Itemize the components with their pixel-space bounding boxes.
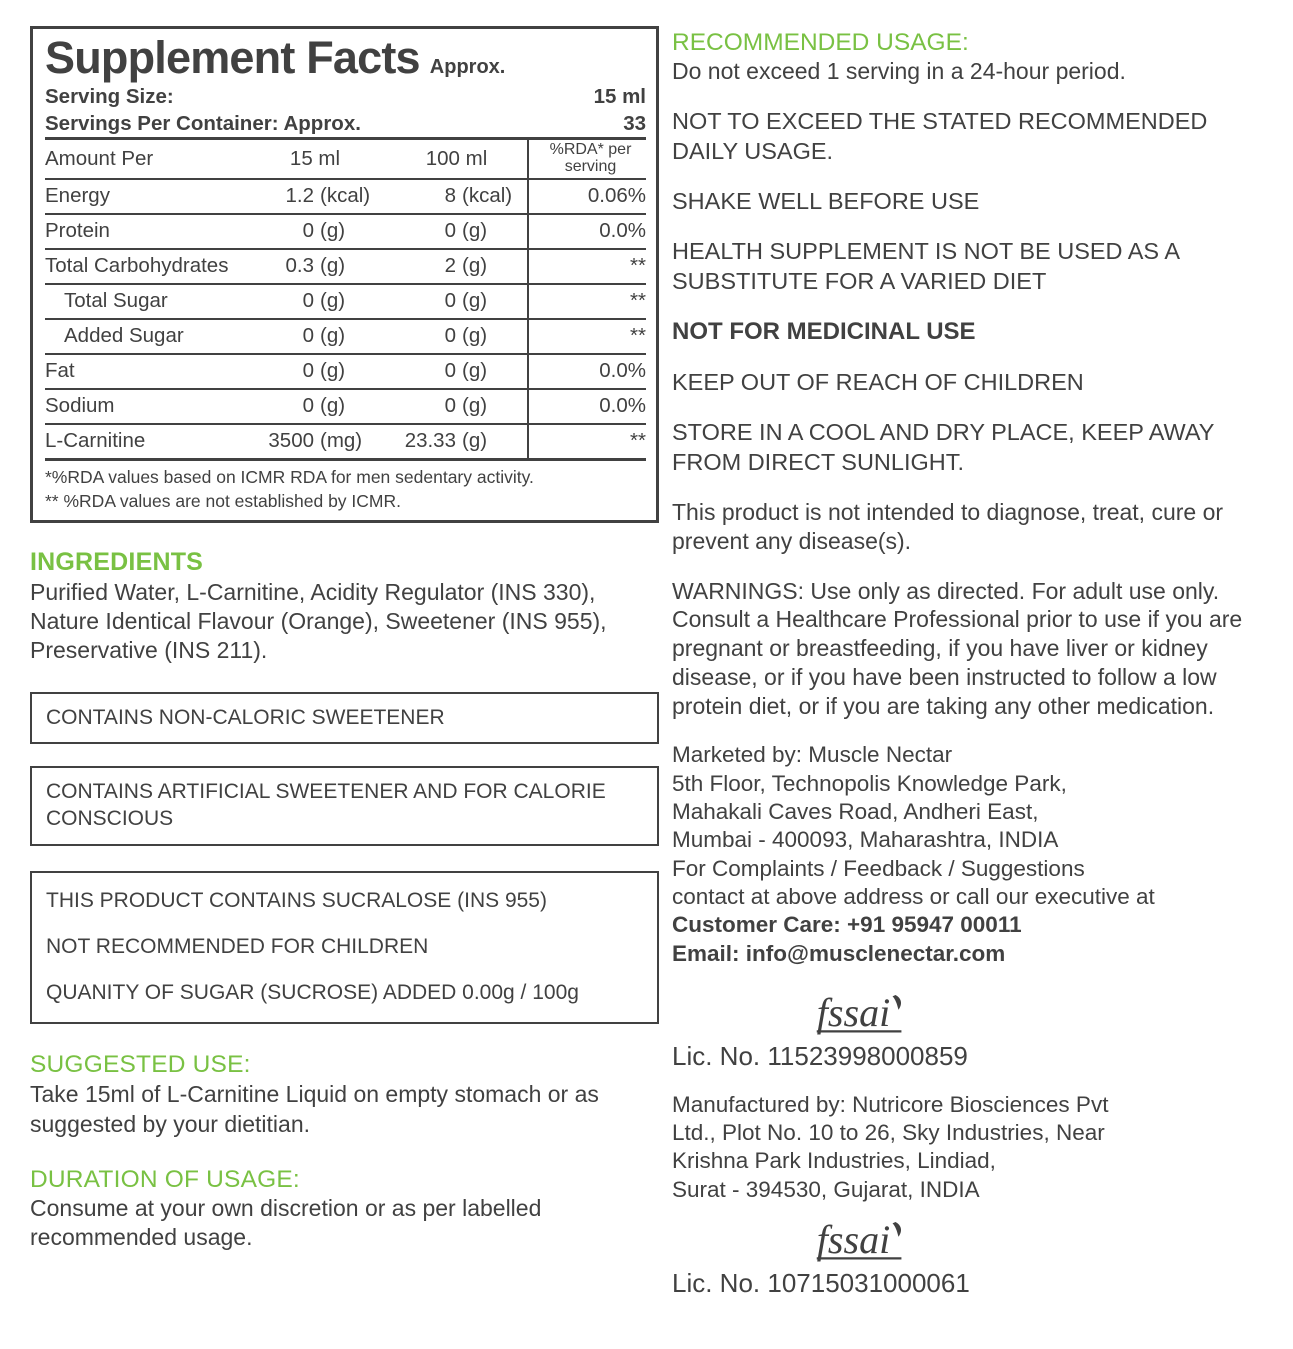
row-name: Fat bbox=[45, 359, 75, 383]
row-value-15ml: 0 bbox=[302, 289, 314, 313]
table-header-row bbox=[45, 138, 646, 179]
notice-not-to-exceed-text: NOT TO EXCEED THE STATED RECOMMENDED DAILY USAGE. bbox=[672, 108, 1208, 164]
marketed-by-line-3: Mahakali Caves Road, Andheri East, bbox=[672, 799, 1039, 825]
rda-footnotes bbox=[45, 458, 646, 513]
row-value-15ml: 0.3 bbox=[285, 254, 314, 278]
row-rda: 0.0% bbox=[528, 214, 646, 249]
nutrition-table bbox=[45, 137, 646, 458]
duration-of-usage-body: Consume at your own discretion or as per labelled recommended usage. bbox=[30, 1194, 542, 1250]
claim-box-non-caloric-sweetener: CONTAINS NON-CALORIC SWEETENER bbox=[30, 692, 659, 744]
row-unit-100ml: (g) bbox=[462, 394, 488, 418]
fssai-icon bbox=[812, 1216, 924, 1268]
header-rda-line2: serving bbox=[564, 157, 617, 175]
row-unit-100ml: (g) bbox=[462, 359, 488, 383]
email-line: Email: info@musclenectar.com bbox=[672, 940, 1006, 966]
disclaimer-text: This product is not intended to diagnose, treat, cure or prevent any disease(s). bbox=[672, 499, 1224, 554]
table-row bbox=[45, 284, 646, 319]
servings-per-container-label: Servings Per Container: Approx. bbox=[45, 111, 361, 135]
suggested-use-body: Take 15ml of L-Carnitine Liquid on empty stomach or as suggested by your dietitian. bbox=[30, 1081, 599, 1137]
notice-shake-well-text: SHAKE WELL BEFORE USE bbox=[672, 187, 980, 214]
title-approx-note: Approx. bbox=[429, 56, 506, 78]
table-row bbox=[45, 354, 646, 389]
row-value-15ml: 0 bbox=[302, 219, 314, 243]
servings-per-container-row bbox=[45, 110, 646, 137]
notice-keep-out-of-reach-text: KEEP OUT OF REACH OF CHILDREN bbox=[672, 369, 1084, 396]
ingredients-body: Purified Water, L-Carnitine, Acidity Regulator (INS 330), Nature Identical Flavour (Orange), Sweetener (INS 955), Preservative (INS 211). bbox=[30, 579, 607, 664]
table-row bbox=[45, 319, 646, 354]
row-value-100ml: 2 bbox=[444, 254, 456, 278]
svg-text:fssai: fssai bbox=[816, 990, 891, 1036]
marketed-by-line-5: For Complaints / Feedback / Suggestions bbox=[672, 855, 1085, 881]
marketed-by-line-6: contact at above address or call our executive at bbox=[672, 884, 1155, 910]
row-value-100ml: 23.33 bbox=[404, 429, 456, 453]
row-name: Added Sugar bbox=[64, 324, 184, 348]
rda-footnote-1: *%RDA values based on ICMR RDA for men sedentary activity. bbox=[45, 467, 534, 488]
duration-of-usage-heading: DURATION OF USAGE: bbox=[30, 1165, 300, 1193]
marketed-by-section bbox=[672, 741, 1273, 968]
row-unit-15ml: (g) bbox=[320, 254, 346, 278]
disclaimer-section bbox=[672, 498, 1273, 556]
notice-shake-well bbox=[672, 187, 1273, 216]
row-unit-15ml: (g) bbox=[320, 324, 346, 348]
row-name: Sodium bbox=[45, 394, 115, 418]
row-value-15ml: 0 bbox=[302, 394, 314, 418]
header-amount-per: Amount Per bbox=[45, 146, 154, 170]
row-rda: 0.0% bbox=[528, 354, 646, 389]
sucralose-line-2: NOT RECOMMENDED FOR CHILDREN bbox=[46, 934, 429, 958]
header-col-100ml: 100 ml bbox=[425, 146, 488, 170]
rda-footnote-2: ** %RDA values are not established by ICMR. bbox=[45, 491, 401, 512]
row-unit-100ml: (kcal) bbox=[462, 184, 513, 208]
sucralose-line-1: THIS PRODUCT CONTAINS SUCRALOSE (INS 955) bbox=[46, 888, 547, 912]
fssai-manufacturer-block bbox=[672, 1216, 1273, 1298]
row-value-100ml: 0 bbox=[444, 394, 456, 418]
row-unit-15ml: (mg) bbox=[320, 429, 363, 453]
marketed-by-line-4: Mumbai - 400093, Maharashtra, INDIA bbox=[672, 827, 1059, 853]
claim-box-sucralose bbox=[30, 871, 659, 1025]
row-name: Total Sugar bbox=[64, 289, 168, 313]
row-unit-15ml: (g) bbox=[320, 219, 346, 243]
customer-care-line: Customer Care: +91 95947 00011 bbox=[672, 912, 1022, 938]
row-unit-100ml: (g) bbox=[462, 219, 488, 243]
nutrition-table-body bbox=[45, 138, 646, 458]
notice-keep-out-of-reach bbox=[672, 368, 1273, 397]
row-unit-15ml: (g) bbox=[320, 394, 346, 418]
fssai-icon bbox=[812, 989, 924, 1041]
row-value-15ml: 0 bbox=[302, 359, 314, 383]
manufactured-by-line-3: Krishna Park Industries, Lindiad, bbox=[672, 1148, 996, 1174]
ingredients-heading: INGREDIENTS bbox=[30, 547, 204, 576]
manufactured-by-line-1: Manufactured by: Nutricore Biosciences Pvt bbox=[672, 1091, 1109, 1117]
row-value-100ml: 0 bbox=[444, 359, 456, 383]
servings-per-container-value: 33 bbox=[623, 111, 646, 135]
notice-not-for-medicinal-use bbox=[672, 317, 1273, 347]
row-value-15ml: 1.2 bbox=[285, 184, 314, 208]
row-unit-15ml: (g) bbox=[320, 289, 346, 313]
table-row bbox=[45, 249, 646, 284]
row-rda: ** bbox=[528, 424, 646, 458]
row-unit-15ml: (kcal) bbox=[320, 184, 371, 208]
fssai-marketer-block bbox=[672, 989, 1273, 1071]
row-value-100ml: 0 bbox=[444, 324, 456, 348]
header-rda-line1: %RDA* per bbox=[549, 140, 632, 158]
notice-storage-text: STORE IN A COOL AND DRY PLACE, KEEP AWAY FROM DIRECT SUNLIGHT. bbox=[672, 419, 1215, 475]
fssai-marketer-license: Lic. No. 11523998000859 bbox=[672, 1041, 968, 1072]
serving-size-value: 15 ml bbox=[593, 84, 646, 108]
svg-text:fssai: fssai bbox=[816, 1217, 891, 1263]
notice-not-for-medicinal-use-text: NOT FOR MEDICINAL USE bbox=[672, 318, 976, 346]
manufactured-by-line-2: Ltd., Plot No. 10 to 26, Sky Industries, Near bbox=[672, 1120, 1105, 1146]
ingredients-section bbox=[30, 549, 659, 666]
row-name: Total Carbohydrates bbox=[45, 254, 229, 278]
warnings-section bbox=[672, 577, 1273, 721]
row-rda: ** bbox=[528, 284, 646, 319]
warnings-text: WARNINGS: Use only as directed. For adult use only. Consult a Healthcare Professional prior to use if you are pregnant or breastfeeding, if you have liver or kidney disease, or if you have been instructed to follow a low protein diet, or if you are taking any other medication. bbox=[672, 577, 1243, 719]
manufactured-by-line-4: Surat - 394530, Gujarat, INDIA bbox=[672, 1176, 980, 1202]
recommended-usage-section bbox=[672, 28, 1273, 86]
row-value-15ml: 0 bbox=[302, 324, 314, 348]
manufactured-by-section bbox=[672, 1091, 1273, 1204]
claim-box-artificial-sweetener: CONTAINS ARTIFICIAL SWEETENER AND FOR CALORIE CONSCIOUS bbox=[30, 766, 659, 846]
table-row bbox=[45, 179, 646, 214]
row-name: Protein bbox=[45, 219, 110, 243]
row-value-100ml: 0 bbox=[444, 289, 456, 313]
duration-of-usage-section bbox=[30, 1167, 659, 1252]
suggested-use-section bbox=[30, 1052, 659, 1138]
table-row bbox=[45, 214, 646, 249]
notice-not-to-exceed bbox=[672, 107, 1273, 166]
marketed-by-line-2: 5th Floor, Technopolis Knowledge Park, bbox=[672, 770, 1067, 796]
table-row bbox=[45, 424, 646, 458]
row-value-100ml: 8 bbox=[444, 184, 456, 208]
notice-not-substitute bbox=[672, 237, 1273, 296]
serving-size-label: Serving Size: bbox=[45, 84, 174, 108]
suggested-use-heading: SUGGESTED USE: bbox=[30, 1051, 251, 1079]
row-rda: 0.0% bbox=[528, 389, 646, 424]
right-column bbox=[672, 0, 1293, 1349]
row-unit-100ml: (g) bbox=[462, 289, 488, 313]
recommended-usage-heading: RECOMMENDED USAGE: bbox=[672, 29, 969, 56]
row-name: L-Carnitine bbox=[45, 429, 146, 453]
row-value-15ml: 3500 bbox=[268, 429, 314, 453]
supplement-facts-title-row bbox=[45, 32, 646, 83]
row-unit-100ml: (g) bbox=[462, 254, 488, 278]
row-rda: 0.06% bbox=[528, 179, 646, 214]
sucralose-line-3: QUANITY OF SUGAR (SUCROSE) ADDED 0.00g / 100g bbox=[46, 981, 579, 1005]
header-col-15ml: 15 ml bbox=[289, 146, 341, 170]
row-unit-100ml: (g) bbox=[462, 429, 488, 453]
row-unit-100ml: (g) bbox=[462, 324, 488, 348]
supplement-facts-panel bbox=[30, 26, 659, 523]
row-unit-15ml: (g) bbox=[320, 359, 346, 383]
serving-size-row bbox=[45, 83, 646, 110]
row-value-100ml: 0 bbox=[444, 219, 456, 243]
row-name: Energy bbox=[45, 184, 110, 208]
marketed-by-line-1: Marketed by: Muscle Nectar bbox=[672, 742, 953, 768]
row-rda: ** bbox=[528, 249, 646, 284]
notice-storage bbox=[672, 418, 1273, 477]
table-row bbox=[45, 389, 646, 424]
notice-not-substitute-text: HEALTH SUPPLEMENT IS NOT BE USED AS A SUBSTITUTE FOR A VARIED DIET bbox=[672, 238, 1179, 294]
recommended-usage-body: Do not exceed 1 serving in a 24-hour period. bbox=[672, 58, 1126, 85]
header-col-rda bbox=[528, 138, 646, 179]
fssai-manufacturer-license: Lic. No. 10715031000061 bbox=[672, 1268, 970, 1299]
row-rda: ** bbox=[528, 319, 646, 354]
page-title: Supplement Facts bbox=[45, 32, 420, 83]
